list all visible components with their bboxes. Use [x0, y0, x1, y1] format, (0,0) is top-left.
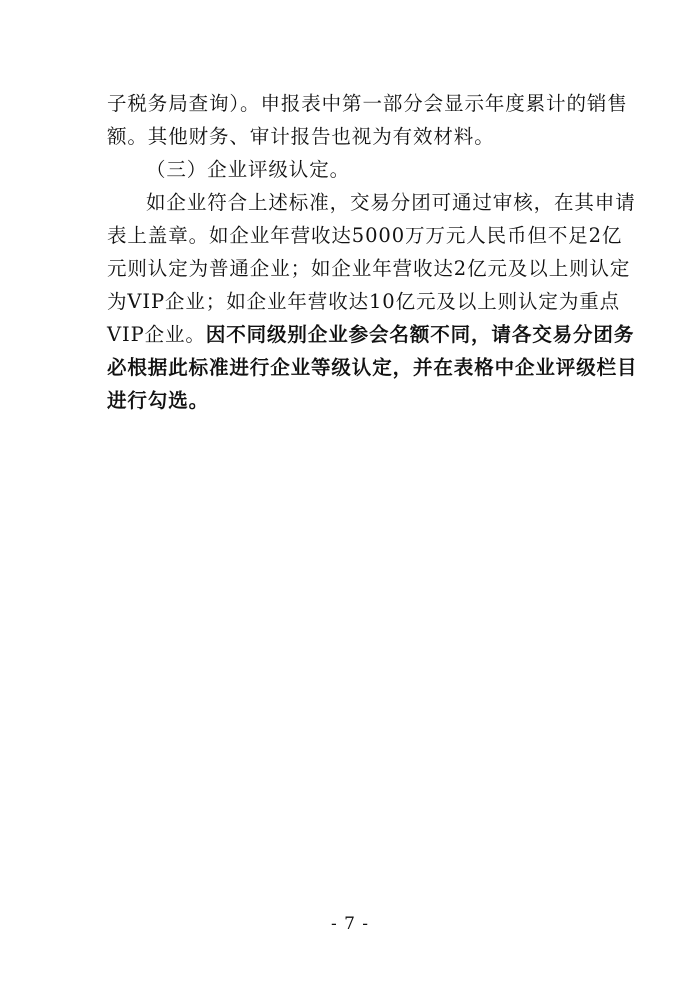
bold-notice-text: 因不同级别企业参会名额不同，请各交易分团务 — [205, 323, 635, 346]
paragraph-line: 为VIP企业；如企业年营收达10亿元及以上则认定为重点 — [107, 290, 621, 313]
paragraph-line: 子税务局查询）。申报表中第一部分会显示年度累计的销售 — [107, 92, 628, 115]
page-number: - 7 - — [330, 914, 370, 934]
bold-notice-line: 进行勾选。 — [107, 389, 210, 412]
paragraph-text: VIP企业。 — [107, 323, 206, 346]
paragraph-line: 表上盖章。如企业年营收达5000万万元人民币但不足2亿 — [107, 224, 623, 247]
paragraph-line: 元则认定为普通企业；如企业年营收达2亿元及以上则认定 — [107, 257, 631, 280]
paragraph-line: 如企业符合上述标准，交易分团可通过审核，在其申请 — [146, 191, 636, 214]
paragraph-line: 额。其他财务、审计报告也视为有效材料。 — [107, 125, 495, 148]
paragraph-line — [107, 323, 635, 347]
bold-notice-line: 必根据此标准进行企业等级认定，并在表格中企业评级栏目 — [107, 356, 638, 379]
section-heading: （三）企业评级认定。 — [146, 158, 351, 181]
